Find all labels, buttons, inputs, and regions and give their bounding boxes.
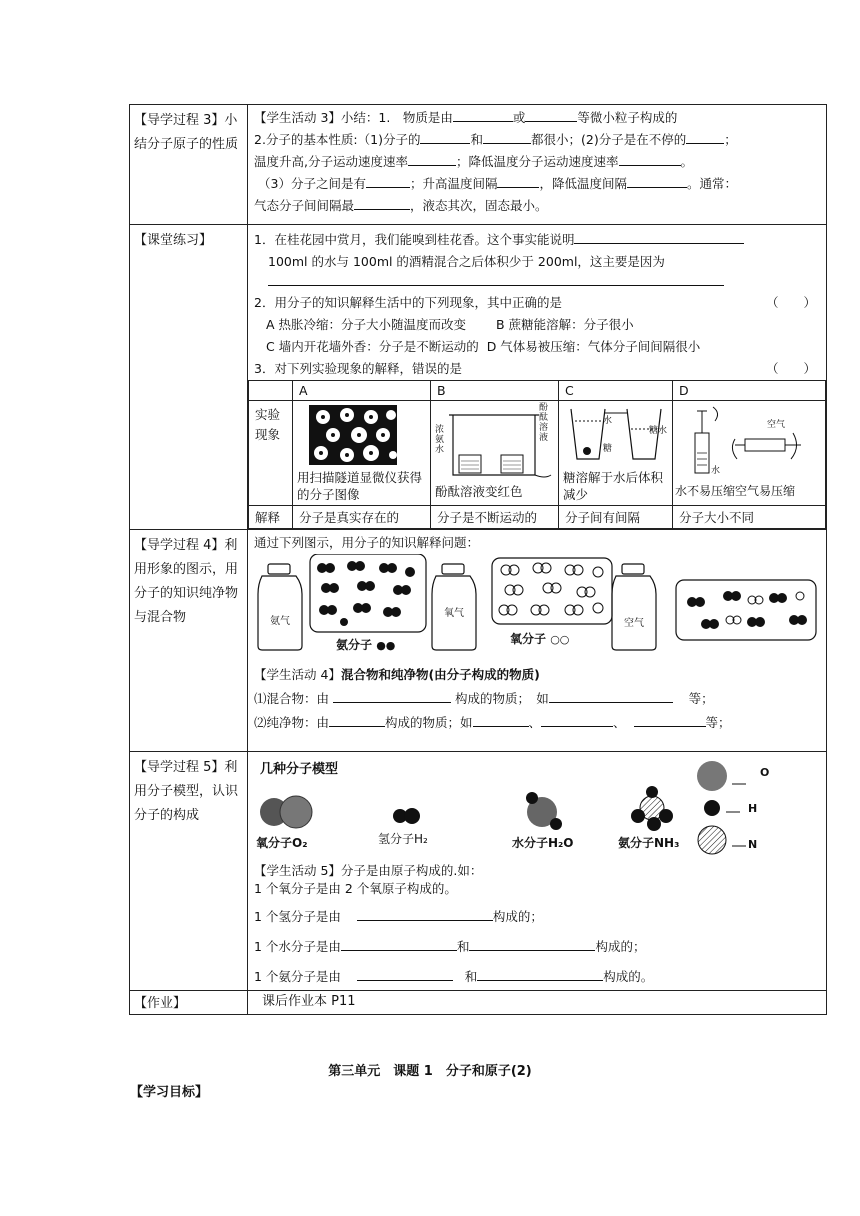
answer-paren[interactable]: （ ） xyxy=(765,361,816,376)
exp-cell-a xyxy=(293,401,431,506)
text: 构成的； xyxy=(492,909,543,924)
section-title: 第三单元 课题 1 分子和原子(2) xyxy=(328,1064,532,1079)
explanation-c: 分子间有间隔 xyxy=(559,506,673,529)
answer-paren[interactable]: （ ） xyxy=(765,295,816,310)
answer-blank[interactable] xyxy=(686,130,724,144)
text: ；升高温度间隔 xyxy=(409,176,498,191)
text: 构成的。 xyxy=(603,969,654,984)
stm-molecule-image xyxy=(309,405,397,465)
answer-blank[interactable] xyxy=(549,689,673,703)
answer-blank[interactable] xyxy=(354,196,410,210)
text: 【学生活动 3】小结：1. 物质是由 xyxy=(254,110,453,125)
ammonia-beaker-diagram xyxy=(435,403,554,481)
exp-row-phenomenon: 实验现象 xyxy=(249,401,293,506)
text: 构成的； xyxy=(595,939,646,954)
text: 、 xyxy=(528,715,542,730)
text: 气态分子间间隔最 xyxy=(254,198,355,213)
exp-cell-d xyxy=(673,401,826,506)
text: 温度升高,分子运动速度速率 xyxy=(254,154,408,169)
legend-oxygen: O xyxy=(760,766,770,779)
row-label-practice: 【课堂练习】 xyxy=(130,225,248,530)
answer-blank[interactable] xyxy=(469,937,595,951)
answer-blank[interactable] xyxy=(619,152,681,166)
text: ；降低温度分子运动速度速率 xyxy=(455,154,619,169)
option-b: B 蔗糖能溶解：分子很小 xyxy=(496,317,634,332)
question-1b: 100ml 的水与 100ml 的酒精混合之后体积少于 200ml，这主要是因为 xyxy=(268,254,665,269)
row-process-4 xyxy=(130,530,827,752)
phenomenon-a: 用扫描隧道显微仪获得的分子图像 xyxy=(297,470,423,502)
text: （3）分子之间是有 xyxy=(258,176,366,191)
caption-oxygen xyxy=(510,630,569,647)
homework-text: 课后作业本 P11 xyxy=(248,991,827,1015)
exp-col-a: A xyxy=(293,381,431,401)
molecule-jars-figure xyxy=(254,554,820,660)
text: 2.分子的基本性质:（1)分子的 xyxy=(254,132,421,147)
text: 构成的物质；如 xyxy=(385,715,473,730)
exp-col-c: C xyxy=(559,381,673,401)
sugar-water-diagram xyxy=(563,403,668,465)
text: ⑴混合物：由 xyxy=(254,691,330,706)
answer-blank[interactable] xyxy=(634,713,706,727)
explanation-a: 分子是真实存在的 xyxy=(293,506,431,529)
question-3: 3．对下列实验现象的解释，错误的是 xyxy=(254,361,462,376)
text: 构成的物质； 如 xyxy=(454,691,549,706)
row-label-process-3: 【导学过程 3】小结分子原子的性质 xyxy=(130,105,248,225)
label-water-d: 水 xyxy=(711,466,721,476)
learning-goals-heading: 【学习目标】 xyxy=(130,1085,209,1100)
exp-row-explanation: 解释 xyxy=(249,506,293,529)
text: ⑵纯净物：由 xyxy=(254,715,330,730)
legend-hydrogen: H xyxy=(748,802,758,815)
caption-oxygen-text: 氧分子 xyxy=(510,632,547,646)
jar-label-oxygen: 氧气 xyxy=(444,608,464,619)
row-label-process-4: 【导学过程 4】利用形象的图示，用分子的知识纯净物与混合物 xyxy=(130,530,248,752)
answer-blank[interactable] xyxy=(574,230,744,244)
caption-ammonia xyxy=(336,636,395,653)
jar-label-air: 空气 xyxy=(624,618,644,629)
answer-blank[interactable] xyxy=(333,689,451,703)
text: 和 xyxy=(456,939,470,954)
intro-text: 通过下列图示，用分子的知识解释问题： xyxy=(254,535,480,550)
row-homework xyxy=(130,991,827,1015)
explanation-d: 分子大小不同 xyxy=(673,506,826,529)
answer-blank[interactable] xyxy=(420,130,470,144)
option-a: A 热胀冷缩：分子大小随温度而改变 xyxy=(266,317,467,332)
row-content-process-4 xyxy=(248,530,827,752)
label-phenolphthalein: 酚酞溶液 xyxy=(539,403,549,443)
answer-line[interactable] xyxy=(268,273,724,286)
text: 都很小；(2)分子是在不停的 xyxy=(530,132,687,147)
answer-blank[interactable] xyxy=(525,108,577,122)
model-h2-label: 氢分子H₂ xyxy=(378,832,428,846)
text: 。 xyxy=(680,154,694,169)
text: ，降低温度间隔 xyxy=(539,176,627,191)
row-process-3 xyxy=(130,105,827,225)
exp-cell-b xyxy=(431,401,559,506)
row-content-practice xyxy=(248,225,827,530)
answer-blank[interactable] xyxy=(329,713,385,727)
text: 。通常： xyxy=(687,176,738,191)
text: 1 个氨分子是由 xyxy=(254,969,341,984)
activity-4-label: 【学生活动 4】 xyxy=(254,667,341,682)
text: 、 xyxy=(613,715,626,730)
label-air: 空气 xyxy=(767,420,786,430)
legend-nitrogen: N xyxy=(748,838,758,851)
label-ammonia: 浓氨水 xyxy=(435,425,445,455)
row-label-process-5: 【导学过程 5】利用分子模型，认识分子的构成 xyxy=(130,752,248,991)
exp-cell-c xyxy=(559,401,673,506)
answer-blank[interactable] xyxy=(497,174,539,188)
lesson-table xyxy=(129,104,827,1015)
answer-blank[interactable] xyxy=(341,937,457,951)
exp-col-b: B xyxy=(431,381,559,401)
row-classroom-practice xyxy=(130,225,827,530)
answer-blank[interactable] xyxy=(541,713,613,727)
phenomenon-c: 糖溶解于水后体积减少 xyxy=(563,470,664,502)
text: 等； xyxy=(705,715,731,730)
text: ； xyxy=(724,132,737,147)
models-title: 几种分子模型 xyxy=(260,762,339,777)
caption-ammonia-text: 氨分子 xyxy=(336,638,373,652)
text: 1 个氢分子是由 xyxy=(254,909,341,924)
answer-blank[interactable] xyxy=(366,174,410,188)
row-content-process-5 xyxy=(248,752,827,991)
text: 和 xyxy=(470,132,483,147)
oxygen-circles-icon: ○○ xyxy=(550,633,570,646)
answer-blank[interactable] xyxy=(627,174,687,188)
text: 等微小粒子构成的 xyxy=(577,110,678,125)
label-water: 水 xyxy=(603,416,613,426)
text: 等； xyxy=(688,691,714,706)
question-2: 2．用分子的知识解释生活中的下列现象，其中正确的是 xyxy=(254,295,562,310)
text: 和 xyxy=(464,969,478,984)
row-label-homework: 【作业】 xyxy=(130,991,248,1015)
model-o2-label: 氧分子O₂ xyxy=(256,836,308,850)
text: 或 xyxy=(512,110,526,125)
answer-blank[interactable] xyxy=(477,967,603,981)
explanation-b: 分子是不断运动的 xyxy=(431,506,559,529)
model-nh3-label: 氨分子NH₃ xyxy=(618,836,680,850)
label-sugar: 糖 xyxy=(603,444,613,454)
statement-oxygen: 1 个氧分子是由 2 个氧原子构成的。 xyxy=(254,881,457,896)
experiment-table xyxy=(248,380,826,529)
text: 1 个水分子是由 xyxy=(254,939,341,954)
syringe-diagram xyxy=(675,403,823,481)
answer-blank[interactable] xyxy=(473,713,529,727)
activity-4-title: 混合物和纯净物(由分子构成的物质) xyxy=(340,667,540,682)
model-h2o-label: 水分子H₂O xyxy=(512,836,574,850)
text: ，液态其次，固态最小。 xyxy=(410,198,548,213)
row-content-process-3 xyxy=(248,105,827,225)
syringe-icon xyxy=(675,403,809,479)
ammonia-dots-icon: ●● xyxy=(376,639,396,652)
phenomenon-d: 水不易压缩空气易压缩 xyxy=(675,484,796,498)
answer-blank[interactable] xyxy=(453,108,513,122)
activity-5-title: 【学生活动 5】分子是由原子构成的.如： xyxy=(254,863,483,878)
exp-col-d: D xyxy=(673,381,826,401)
row-process-5 xyxy=(130,752,827,991)
beaker-icon xyxy=(435,403,553,481)
molecule-models-figure xyxy=(254,754,820,862)
answer-blank[interactable] xyxy=(357,907,493,921)
answer-blank[interactable] xyxy=(357,967,453,981)
option-c: C 墙内开花墙外香：分子是不断运动的 xyxy=(266,339,479,354)
option-d: D 气体易被压缩：气体分子间间隔很小 xyxy=(486,339,701,354)
exp-corner xyxy=(249,381,293,401)
phenomenon-b: 酚酞溶液变红色 xyxy=(435,484,523,499)
label-sugar-water: 糖水 xyxy=(649,426,668,436)
answer-blank[interactable] xyxy=(408,152,456,166)
jar-label-ammonia: 氨气 xyxy=(270,616,290,627)
answer-blank[interactable] xyxy=(483,130,531,144)
question-1: 1．在桂花园中赏月，我们能嗅到桂花香。这个事实能说明 xyxy=(254,232,575,247)
